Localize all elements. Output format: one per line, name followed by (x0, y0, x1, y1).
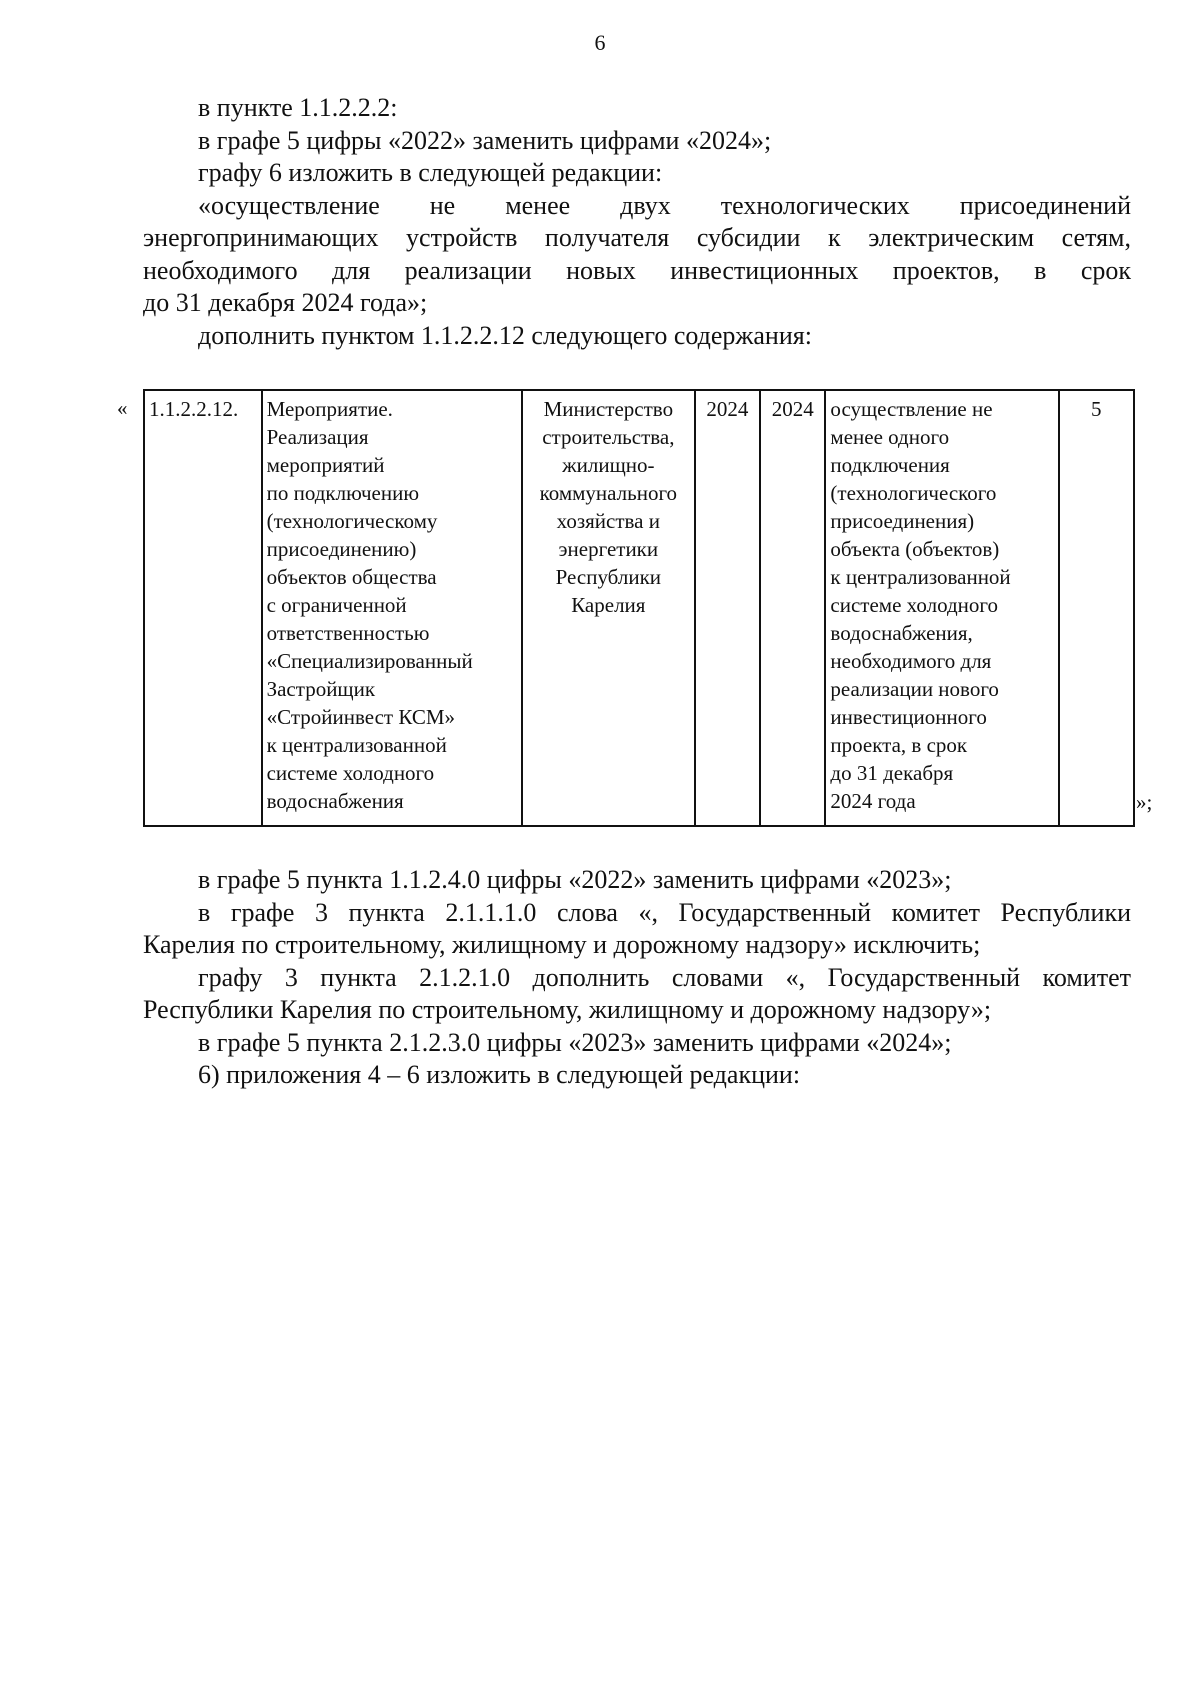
result-line: (технологического (830, 481, 997, 505)
quote-line-1: «осуществление не менее двух технологических присоединений (198, 190, 1131, 220)
cell-column-ref: 5 (1059, 390, 1134, 826)
cell-number: 1.1.2.2.12. (144, 390, 262, 826)
insert-table-wrap (143, 389, 1135, 827)
result-line: осуществление не (830, 397, 993, 421)
intro-line-1: в пункте 1.1.2.2.2: (198, 93, 398, 122)
insert-table (143, 389, 1135, 827)
table-row (144, 390, 1134, 826)
intro-line-3: графу 6 изложить в следующей редакции: (198, 158, 663, 187)
event-line: Реализация (266, 425, 369, 449)
after-line-5: 6) приложения 4 – 6 изложить в следующей редакции: (198, 1060, 801, 1089)
table-open-quote: « (117, 396, 128, 420)
result-line: реализации нового (830, 677, 999, 701)
executor-line: энергетики (558, 537, 659, 561)
executor-line: жилищно- (562, 453, 655, 477)
executor-line: коммунального (539, 481, 678, 505)
event-line: ответственностью (266, 621, 430, 645)
executor-line: Министерство (543, 397, 674, 421)
result-line: системе холодного (830, 593, 998, 617)
after-line-2b: Карелия по строительному, жилищному и дорожному надзору» исключить; (143, 930, 981, 959)
event-line: к централизованной (266, 733, 447, 757)
cell-event (262, 390, 522, 826)
event-line: Застройщик (266, 677, 376, 701)
executor-line: Республики (555, 565, 662, 589)
event-line: «Специализированный (266, 649, 473, 673)
cell-year-start: 2024 (695, 390, 760, 826)
after-line-3a: графу 3 пункта 2.1.2.1.0 дополнить словами «, Государственный комитет (198, 962, 1131, 992)
result-line: необходимого для (830, 649, 992, 673)
event-line: по подключению (266, 481, 420, 505)
intro-line-add: дополнить пунктом 1.1.2.2.12 следующего содержания: (198, 320, 812, 350)
cell-result (825, 390, 1058, 826)
quote-line-2: энергопринимающих устройств получателя субсидии к электрическим сетям, (143, 223, 1131, 252)
result-line: инвестиционного (830, 705, 987, 729)
event-line: объектов общества (266, 565, 437, 589)
after-line-3b: Республики Карелия по строительному, жилищному и дорожному надзору»; (143, 995, 992, 1024)
page-number: 6 (594, 30, 606, 55)
event-line: (технологическому (266, 509, 438, 533)
result-line: к централизованной (830, 565, 1011, 589)
result-line: менее одного (830, 425, 950, 449)
quote-line-3: необходимого для реализации новых инвестиционных проектов, в срок (143, 255, 1131, 285)
cell-year-end: 2024 (760, 390, 825, 826)
cell-executor (522, 390, 695, 826)
result-line: до 31 декабря (830, 761, 954, 785)
result-line: объекта (объектов) (830, 537, 1000, 561)
result-line: присоединения) (830, 509, 975, 533)
event-line: «Стройинвест КСМ» (266, 705, 456, 729)
result-line: подключения (830, 453, 950, 477)
table-close-quote: »; (1136, 790, 1153, 814)
intro-block (143, 92, 1131, 352)
quote-line-4: до 31 декабря 2024 года»; (143, 288, 428, 317)
after-block (143, 864, 1131, 1092)
event-line: присоединению) (266, 537, 417, 561)
event-line: водоснабжения (266, 789, 404, 813)
event-line: Мероприятие. (266, 397, 393, 421)
result-line: проекта, в срок (830, 733, 968, 757)
event-line: системе холодного (266, 761, 435, 785)
after-line-2a: в графе 3 пункта 2.1.1.1.0 слова «, Государственный комитет Республики (198, 897, 1131, 927)
executor-line: строительства, (542, 425, 675, 449)
after-line-1: в графе 5 пункта 1.1.2.4.0 цифры «2022» заменить цифрами «2023»; (198, 865, 952, 894)
executor-line: хозяйства и (556, 509, 660, 533)
event-line: мероприятий (266, 453, 385, 477)
executor-line: Карелия (571, 593, 646, 617)
event-line: с ограниченной (266, 593, 407, 617)
result-line: 2024 года (830, 789, 916, 813)
intro-line-2: в графе 5 цифры «2022» заменить цифрами «2024»; (198, 125, 772, 155)
after-line-4: в графе 5 пункта 2.1.2.3.0 цифры «2023» заменить цифрами «2024»; (198, 1027, 952, 1057)
result-line: водоснабжения, (830, 621, 973, 645)
